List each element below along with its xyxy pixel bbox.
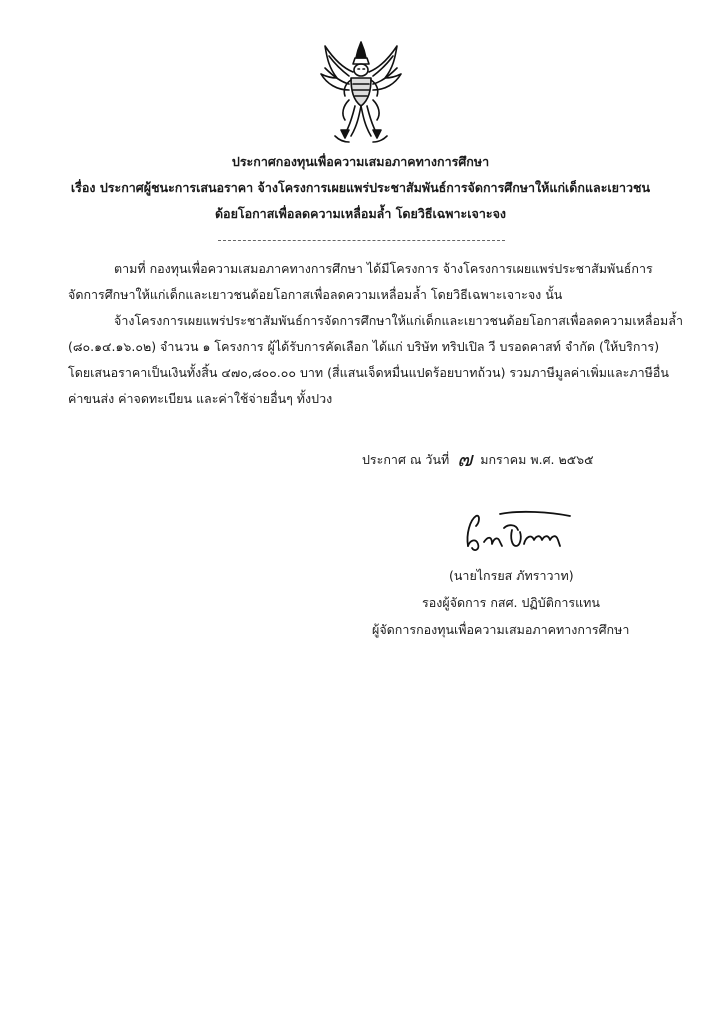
body-paragraph2-line1: จ้างโครงการเผยแพร่ประชาสัมพันธ์การจัดการศึกษาให้แก่เด็กและเยาวชนด้อยโอกาสเพื่อลดความเหลื่อมล้ำ (114, 313, 683, 328)
garuda-emblem-icon (315, 38, 407, 144)
body-paragraph1-line1: ตามที่ กองทุนเพื่อความเสมอภาคทางการศึกษา ได้มีโครงการ จ้างโครงการเผยแพร่ประชาสัมพันธ์การ (114, 261, 653, 276)
signatory-name: (นายไกรยส ภัทราวาท) (449, 568, 574, 583)
signatory-position1: รองผู้จัดการ กสศ. ปฏิบัติการแทน (422, 595, 600, 610)
body-paragraph2-line2: (๘๐.๑๔.๑๖.๐๒) จำนวน ๑ โครงการ ผู้ได้รับการคัดเลือก ได้แก่ บริษัท ทริปเปิล วี บรอดคาสท์ จำกัด (ให้บริการ) (68, 339, 660, 354)
body-paragraph2-line4: ค่าขนส่ง ค่าจดทะเบียน และค่าใช้จ่ายอื่นๆ ทั้งปวง (68, 391, 333, 406)
handwritten-signature (460, 506, 580, 556)
date-day: ๗ (457, 447, 473, 471)
announcement-subject-line2: ด้อยโอกาสเพื่อลดความเหลื่อมล้ำ โดยวิธีเฉพาะเจาะจง (214, 206, 507, 221)
body-paragraph2-line3: โดยเสนอราคาเป็นเงินทั้งสิ้น ๔๗๐,๘๐๐.๐๐ บาท (สี่แสนเจ็ดหมื่นแปดร้อยบาทถ้วน) รวมภาษีมูลค่าเพิ่มและภาษีอื่น (68, 365, 669, 380)
body-paragraph1-line2: จัดการศึกษาให้แก่เด็กและเยาวชนด้อยโอกาสเพื่อลดความเหลื่อมล้ำ โดยวิธีเฉพาะเจาะจง นั้น (68, 287, 563, 302)
date-suffix: มกราคม พ.ศ. ๒๕๖๕ (480, 452, 594, 467)
announcement-agency-title: ประกาศกองทุนเพื่อความเสมอภาคทางการศึกษา (231, 154, 490, 169)
header-divider (218, 240, 505, 241)
announcement-date (362, 447, 594, 471)
date-prefix: ประกาศ ณ วันที่ (362, 452, 450, 467)
announcement-subject-line1: เรื่อง ประกาศผู้ชนะการเสนอราคา จ้างโครงการเผยแพร่ประชาสัมพันธ์การจัดการศึกษาให้แก่เด็กและเยาวชน (70, 180, 651, 195)
signatory-position2: ผู้จัดการกองทุนเพื่อความเสมอภาคทางการศึกษา (372, 622, 630, 637)
